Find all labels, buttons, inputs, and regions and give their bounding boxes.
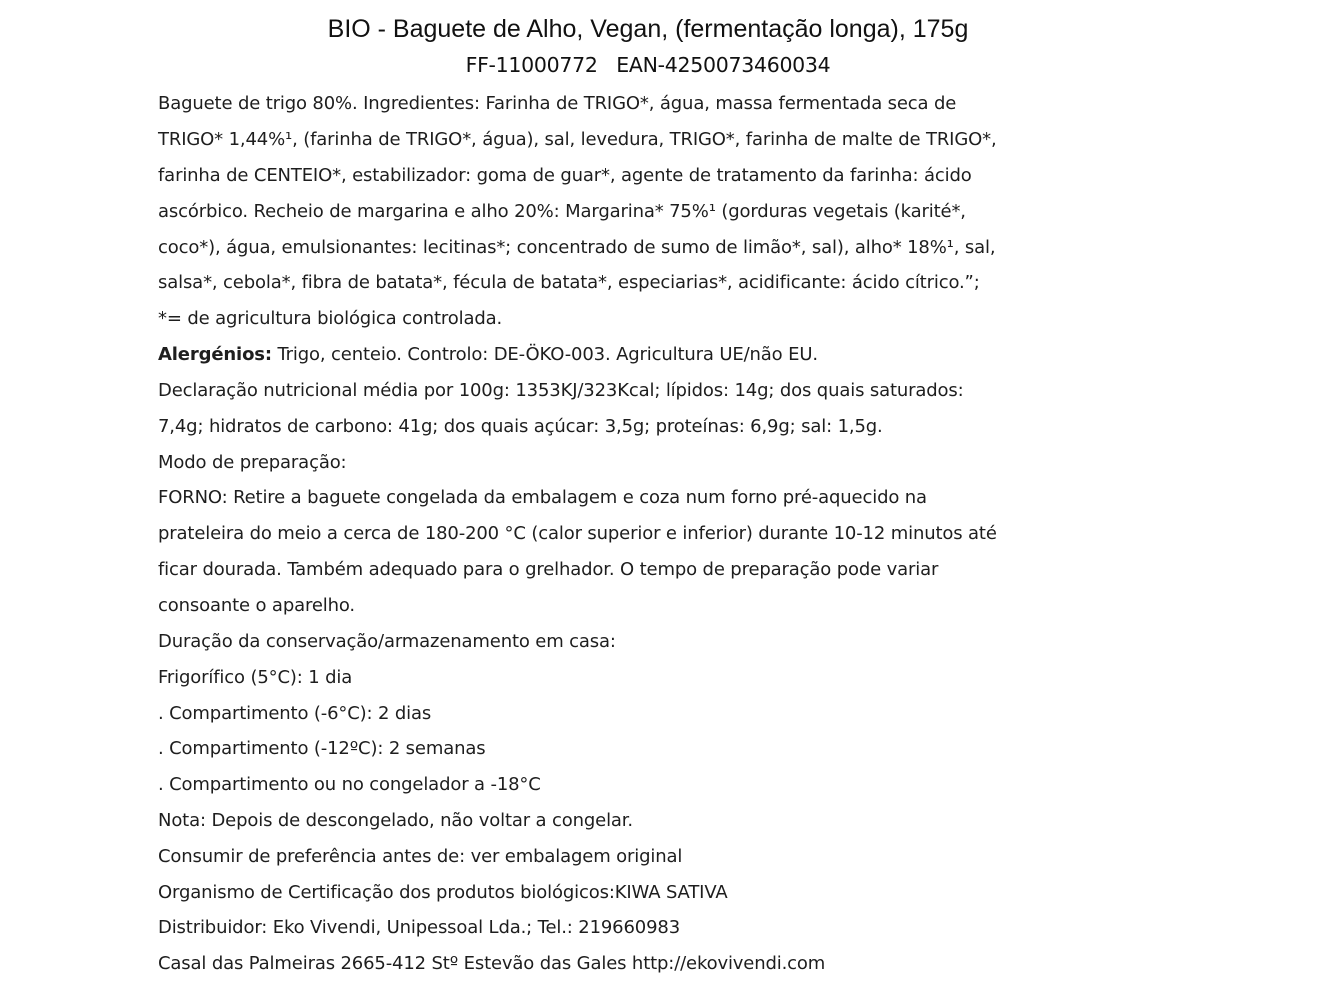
thaw-note: Nota: Depois de descongelado, não voltar a congelar. [158,810,633,831]
preparation-line: ficar dourada. Também adequado para o grelhador. O tempo de preparação pode variar [158,559,939,580]
organic-note: *= de agricultura biológica controlada. [158,308,503,329]
preparation-heading: Modo de preparação: [158,452,347,473]
storage-line: . Compartimento ou no congelador a -18°C [158,774,541,795]
product-title: BIO - Baguete de Alho, Vegan, (fermentação longa), 175g [327,15,969,43]
storage-line: . Compartimento (-6°C): 2 dias [158,703,432,724]
ingredients-line: TRIGO* 1,44%¹, (farinha de TRIGO*, água), sal, levedura, TRIGO*, farinha de malte de TRIGO*, [158,129,997,150]
storage-line: . Compartimento (-12ºC): 2 semanas [158,738,486,759]
preparation-line: prateleira do meio a cerca de 180-200 °C (calor superior e inferior) durante 10-12 minutos até [158,523,997,544]
best-before: Consumir de preferência antes de: ver embalagem original [158,846,683,867]
ingredients-line: salsa*, cebola*, fibra de batata*, fécula de batata*, especiarias*, acidificante: ácido cítrico.”; [158,272,980,293]
preparation-line: consoante o aparelho. [158,595,355,616]
allergens-label: Alergénios: [158,344,272,365]
certification-body: Organismo de Certificação dos produtos biológicos:KIWA SATIVA [158,882,728,903]
address: Casal das Palmeiras 2665-412 Stº Estevão das Gales http://ekovivendi.com [158,953,826,974]
ingredients-line: ascórbico. Recheio de margarina e alho 20%: Margarina* 75%¹ (gorduras vegetais (karité*, [158,201,966,222]
allergens-text: Trigo, centeio. Controlo: DE-ÖKO-003. Agricultura UE/não EU. [271,344,818,365]
allergens-line [158,341,818,369]
nutrition-line: 7,4g; hidratos de carbono: 41g; dos quais açúcar: 3,5g; proteínas: 6,9g; sal: 1,5g. [158,416,883,437]
preparation-line: FORNO: Retire a baguete congelada da embalagem e coza num forno pré-aquecido na [158,487,927,508]
ingredients-line: coco*), água, emulsionantes: lecitinas*; concentrado de sumo de limão*, sal), alho* 18%¹, sal, [158,237,996,258]
nutrition-line: Declaração nutricional média por 100g: 1353KJ/323Kcal; lípidos: 14g; dos quais saturados: [158,380,964,401]
product-codes: FF-11000772 EAN-4250073460034 [465,53,831,77]
storage-heading: Duração da conservação/armazenamento em casa: [158,631,616,652]
storage-line: Frigorífico (5°C): 1 dia [158,667,353,688]
ingredients-line: farinha de CENTEIO*, estabilizador: goma de guar*, agente de tratamento da farinha: ácido [158,165,972,186]
ingredients-line: Baguete de trigo 80%. Ingredientes: Farinha de TRIGO*, água, massa fermentada seca de [158,93,957,114]
distributor: Distribuidor: Eko Vivendi, Unipessoal Lda.; Tel.: 219660983 [158,917,680,938]
